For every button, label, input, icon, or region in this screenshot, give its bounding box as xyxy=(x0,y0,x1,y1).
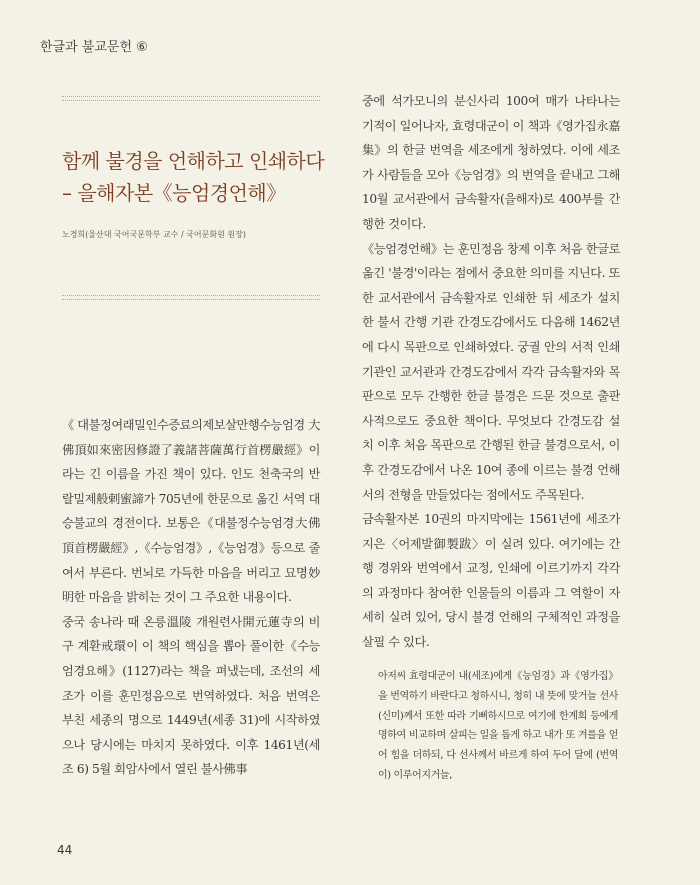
right-column xyxy=(362,89,620,655)
article-title xyxy=(62,145,342,209)
body-paragraph: 중에 석가모니의 분신사리 100여 매가 나타나는 기적이 일어나자, 효령대군이 이 책과《영가집永嘉集》의 한글 번역을 세조에게 청하였다. 이에 세조가 사람들을 모아《능엄경》의 번역을 끝내고 그해 10월 교서관에서 금속활자(을해자)로 400부를 간행한 것이다. xyxy=(362,94,620,231)
page-number: 44 xyxy=(57,843,73,857)
author-byline: 노경희(울산대 국어국문학부 교수 / 국어문화원 원장) xyxy=(62,230,246,239)
title-divider-top xyxy=(62,96,320,101)
title-divider-bottom xyxy=(62,295,320,300)
quote-text: 아저씨 효령대군이 내(세조)에게《능엄경》과《영가집》을 번역하기 바란다고 청하시니, 청히 내 뜻에 맞거늘 선사(신미)께서 또한 따라 기뻐하시므로 여기에 한계희 등에게 명하여 비교하며 살피는 일을 돕게 하고 내가 또 겨를을 얻어 힘을 더하되, 다 선사께서 바르게 하여 두어 달에 (번역이) 이루어지거늘, xyxy=(378,671,618,781)
body-paragraph: 중국 송나라 때 온릉溫陵 개원련사開元蓮寺의 비구 계환戒環이 이 책의 핵심을 뽑아 풀이한《수능엄경요해》(1127)라는 책을 펴냈는데, 조선의 세조가 이를 훈민정음으로 번역하였다. 처음 번역은 부친 세종의 명으로 1449년(세종 31)에 시작하였으나 당시에는 마치지 못하였다. 이후 1461년(세조 6) 5월 회암사에서 열린 불사佛事 xyxy=(62,614,320,777)
left-column xyxy=(62,413,320,782)
quote-block xyxy=(378,667,618,786)
title-line-1: 함께 불경을 언해하고 인쇄하다 xyxy=(62,149,325,173)
body-paragraph: 금속활자본 10권의 마지막에는 1561년에 세조가 지은〈어제발御製跋〉이 실려 있다. 여기에는 간행 경위와 번역에서 교정, 인쇄에 이르기까지 각각의 과정마다 참여한 인물들의 이름과 그 역할이 자세히 실려 있어, 당시 불경 언해의 구체적인 과정을 살필 수 있다. xyxy=(362,512,620,650)
title-line-2: – 을해자본《능엄경언해》 xyxy=(62,181,286,205)
body-paragraph: 《대불정여래밀인수증료의제보살만행수능엄경大佛頂如來密因修證了義諸菩薩萬行首楞嚴經》이라는 긴 이름을 가진 책이 있다. 인도 천축국의 반랄밀제般剌蜜諦가 705년에 한문으로 옮긴 서역 대승불교의 경전이다. 보통은《대불정수능엄경大佛頂首楞嚴經》,《수능엄경》,《능엄경》등으로 줄여서 부른다. 번뇌로 가득한 마음을 버리고 묘명妙明한 마음을 밝히는 것이 그 주요한 내용이다. xyxy=(62,418,320,605)
body-paragraph: 《능엄경언해》는 훈민정음 창제 이후 처음 한글로 옮긴 '불경'이라는 점에서 중요한 의미를 지닌다. 또한 교서관에서 금속활자로 인쇄한 뒤 세조가 설치한 불서 간행 기관 간경도감에서도 다음해 1462년에 다시 목판으로 인쇄하였다. 궁궐 안의 서적 인쇄 기관인 교서관과 간경도감에서 각각 금속활자와 목판으로 모두 간행한 한글 불경은 드문 것으로 출판사적으로도 중요한 책이다. 무엇보다 간경도감 설치 이후 처음 목판으로 간행된 한글 불경으로서, 이후 간경도감에서 나온 10여 종에 이르는 불경 언해서의 전형을 만들었다는 점에서도 주목된다. xyxy=(362,241,620,502)
running-head: 한글과 불교문헌 ⑥ xyxy=(40,40,148,55)
